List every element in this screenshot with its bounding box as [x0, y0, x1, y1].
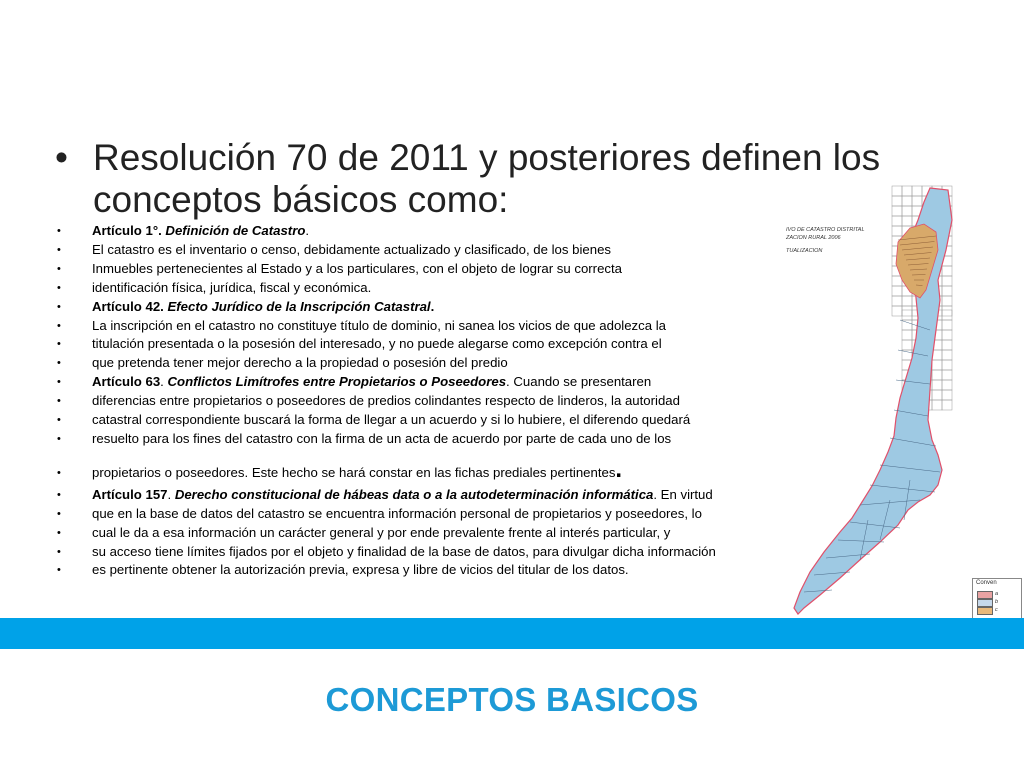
list-item: • catastral correspondiente buscará la forma de llegar a un acuerdo y si lo hubiere, el diferendo quedará — [57, 412, 691, 428]
accent-band — [0, 618, 1024, 649]
list-item: • cual le da a esa información un carácter general y por ende prevalente frente al interés particular, y — [57, 524, 671, 540]
article-number: Artículo 63 — [92, 374, 161, 390]
list-item: • su acceso tiene límites fijados por el objeto y finalidad de la base de datos, para divulgar dicha información — [57, 543, 716, 559]
main-bullet-text: Resolución 70 de 2011 y posteriores definen los conceptos básicos como: — [93, 137, 881, 220]
map-label-line-2: ZACION RURAL 2006 — [786, 235, 841, 241]
article-title: Conflictos Limítrofes entre Propietarios o Poseedores — [167, 374, 507, 390]
legend-label-a: a — [995, 591, 999, 597]
map-legend — [972, 578, 1022, 620]
list-item: • resuelto para los fines del catastro con la firma de un acta de acuerdo por parte de cada uno de los — [57, 430, 672, 446]
legend-swatch-b — [977, 599, 993, 607]
list-item: • que pretenda tener mejor derecho a la propiedad o posesión del predio — [57, 355, 508, 371]
list-item: • Inmuebles pertenecientes al Estado y a los particulares, con el objeto de lograr su correcta — [57, 260, 622, 276]
list-item: • propietarios o poseedores. Este hecho se hará constar en las fichas prediales pertinentes. — [57, 455, 623, 483]
legend-label-c: c — [995, 607, 998, 613]
list-item: • La inscripción en el catastro no constituye título de dominio, ni sanea los vicios de que adolezca la — [57, 317, 666, 333]
legend-swatch-c — [977, 607, 993, 615]
legend-title: Conven — [976, 580, 997, 586]
list-item: • diferencias entre propietarios o poseedores de predios colindantes respecto de linderos, la autoridad — [57, 393, 680, 409]
list-item: • identificación física, jurídica, fiscal y económica. — [57, 279, 372, 295]
list-item-article-42: • Artículo 42. Efecto Jurídico de la Inscripción Catastral. — [57, 298, 435, 314]
list-item-article-63: • Artículo 63. Conflictos Limítrofes entre Propietarios o Poseedores. Cuando se presentaren — [57, 374, 652, 390]
map-illustration — [780, 180, 1024, 620]
article-number: Artículo 42. — [92, 298, 164, 314]
legend-swatch-a — [977, 591, 993, 599]
article-title: Definición de Catastro — [161, 223, 306, 238]
article-number: Artículo 1°. — [92, 223, 162, 238]
main-bullet-marker: • — [55, 137, 68, 178]
slide-title: CONCEPTOS BASICOS — [325, 681, 699, 718]
list-item-article-157: • Artículo 157. Derecho constitucional de hábeas data o a la autodeterminación informática. En virtud — [57, 486, 713, 502]
cadastral-map — [780, 180, 1024, 620]
map-label-line-1: IVO DE CATASTRO DISTRITAL — [786, 227, 865, 233]
list-item-article-1: • Artículo 1°. Definición de Catastro. — [57, 222, 787, 241]
legend-label-b: b — [995, 599, 999, 605]
bullet-marker: • — [57, 225, 61, 237]
article-title: Derecho constitucional de hábeas data o a la autodeterminación informática — [174, 486, 654, 502]
article-number: Artículo 157 — [92, 486, 168, 502]
list-item: • que en la base de datos del catastro se encuentra información personal de propietarios y poseedores, lo — [57, 505, 702, 521]
article-title: Efecto Jurídico de la Inscripción Catastral — [163, 298, 431, 314]
list-item: • es pertinente obtener la autorización previa, expresa y libre de vicios del titular de los datos. — [57, 562, 629, 578]
article-list — [57, 222, 787, 580]
map-label-line-3: TUALIZACION — [786, 248, 823, 254]
list-item: • titulación presentada o la posesión del interesado, y no puede alegarse como excepción contra el — [57, 336, 662, 352]
list-item: • El catastro es el inventario o censo, debidamente actualizado y clasificado, de los bienes — [57, 241, 612, 257]
